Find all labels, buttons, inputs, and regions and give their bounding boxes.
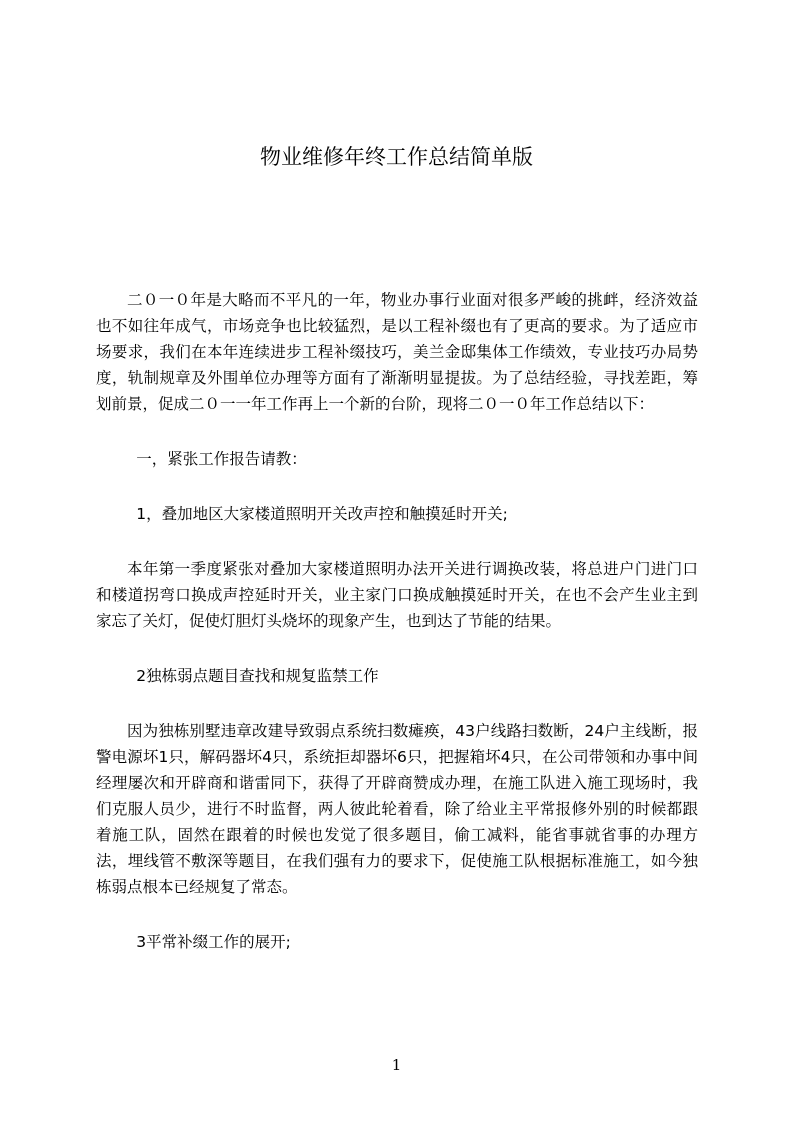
section-heading-main-work: 一，紧张工作报告请教： <box>136 450 307 468</box>
page-number: 1 <box>391 1056 402 1074</box>
subsection-heading-1: 1，叠加地区大家楼道照明开关改声控和触摸延时开关; <box>136 505 508 523</box>
intro-paragraph: 二０一０年是大略而不平凡的一年，物业办事行业面对很多严峻的挑衅，经济效益也不如往年成气，市场竞争也比较猛烈，是以工程补缀也有了更高的要求。为了适应市场要求，我们在本年连续进步工程补缀技巧，美兰金邸集体工作绩效，专业技巧办局势度，轨制规章及外围单位办理等方面有了渐渐明显提拔。为了总结经验，寻找差距，筹划前景，促成二０一一年工作再上一个新的台阶，现将二０一０年工作总结以下： <box>96 291 698 413</box>
document-body <box>96 287 698 984</box>
document-title: 物业维修年终工作总结简单版 <box>260 145 533 169</box>
body-paragraph: 因为独栋别墅违章改建导致弱点系统扫数瘫痪，43户线路扫数断，24户主线断，报警电源坏1只，解码器坏4只，系统拒却器坏6只，把握箱坏4只，在公司带领和办事中间经理屡次和开辟商和谐雷同下，获得了开辟商赞成办理，在施工队进入施工现场时，我们克服人员少，进行不时监督，两人彼此轮着看，除了给业主平常报修外别的时候都跟着施工队，固然在跟着的时候也发觉了很多题目，偷工减料，能省事就省事的办理方法，埋线管不敷深等题目，在我们强有力的要求下，促使施工队根据标准施工，如今独栋弱点根本已经规复了常态。 <box>96 722 698 896</box>
body-paragraph: 本年第一季度紧张对叠加大家楼道照明办法开关进行调换改装，将总进户门进门口和楼道拐弯口换成声控延时开关，业主家门口换成触摸延时开关，在也不会产生业主到家忘了关灯，促使灯胆灯头烧坏的现象产生，也到达了节能的结果。 <box>96 560 698 630</box>
subsection-heading-2: 2独栋弱点题目查找和规复监禁工作 <box>136 667 379 685</box>
subsection-heading-3: 3平常补缀工作的展开; <box>136 933 291 951</box>
